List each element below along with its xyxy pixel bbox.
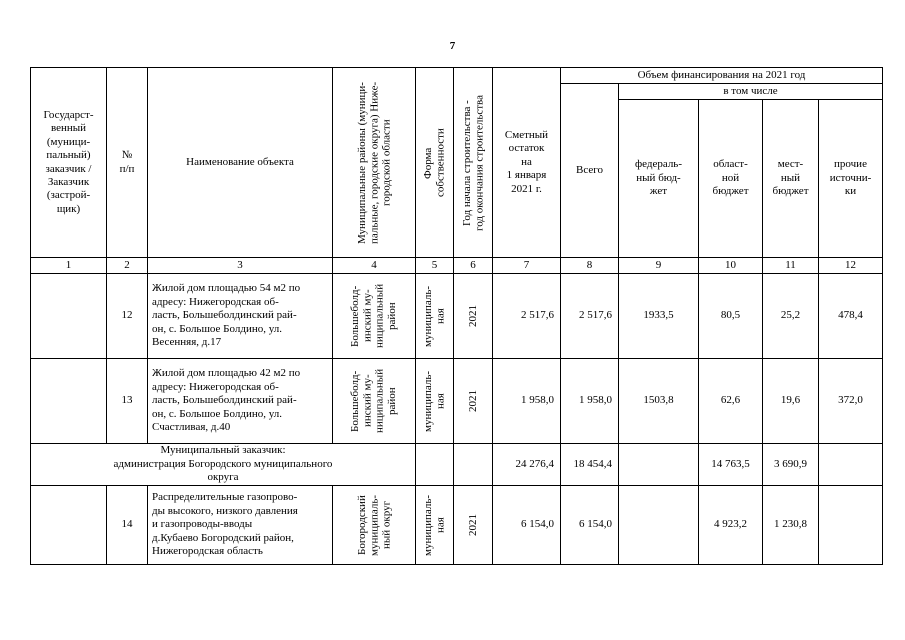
regional-value: 62,6 [699,359,763,444]
local-value: 19,6 [763,359,819,444]
total-value: 2 517,6 [561,274,619,359]
object-name: Распределительные газопрово- ды высокого, низкого давления и газопроводы-вводы д.Кубаево Богородский район, Нижегородская область [148,486,333,565]
customer-cell [31,359,107,444]
column-number: 3 [148,258,333,274]
header-districts-text: Муниципальные районы (муници- пальные, городские округа) Ниже- городской области [355,81,393,244]
federal-value: 1503,8 [619,359,699,444]
object-name: Жилой дом площадью 42 м2 по адресу: Нижегородская об- ласть, Большеболдинский рай- он, с. Большое Болдино, ул. Счастливая, д.40 [148,359,333,444]
header-local: мест- ный бюджет [763,100,819,258]
column-number: 10 [699,258,763,274]
ownership-text: муниципаль- ная [422,370,447,432]
ownership-cell [416,359,454,444]
empty-cell [619,444,699,486]
column-number: 8 [561,258,619,274]
row-number: 14 [107,486,148,565]
customer-title: Муниципальный заказчик: администрация Богородского муниципального округа [31,444,416,486]
column-number: 1 [31,258,107,274]
column-number: 2 [107,258,148,274]
local-value: 1 230,8 [763,486,819,565]
total-value: 1 958,0 [561,359,619,444]
header-object-name: Наименование объекта [148,68,333,258]
ownership-cell [416,486,454,565]
column-index-row [31,258,883,274]
column-number: 5 [416,258,454,274]
estimate-value: 1 958,0 [493,359,561,444]
years-cell [454,486,493,565]
estimate-value: 6 154,0 [493,486,561,565]
header-total: Всего [561,84,619,258]
customer-estimate: 24 276,4 [493,444,561,486]
empty-cell [819,444,883,486]
district-cell [333,274,416,359]
other-value: 372,0 [819,359,883,444]
customer-total: 18 454,4 [561,444,619,486]
district-cell [333,486,416,565]
header-federal: федераль- ный бюд- жет [619,100,699,258]
header-customer: Государст- венный (муници- пальный) заказчик / Заказчик (застрой- щик) [31,68,107,258]
funding-table [30,67,883,565]
column-number: 12 [819,258,883,274]
header-estimate: Сметный остаток на 1 января 2021 г. [493,68,561,258]
customer-subtotal-row [31,444,883,486]
table-row [31,359,883,444]
column-number: 4 [333,258,416,274]
header-regional: област- ной бюджет [699,100,763,258]
years-cell [454,359,493,444]
header-ownership [416,68,454,258]
column-number: 6 [454,258,493,274]
estimate-value: 2 517,6 [493,274,561,359]
header-funding-group: Объем финансирования на 2021 год [561,68,883,84]
years-text: 2021 [466,305,479,327]
other-value: 478,4 [819,274,883,359]
row-number: 12 [107,274,148,359]
ownership-cell [416,274,454,359]
empty-cell [454,444,493,486]
page-number: 7 [449,40,456,52]
total-value: 6 154,0 [561,486,619,565]
empty-cell [416,444,454,486]
customer-cell [31,486,107,565]
ownership-text: муниципаль- ная [422,494,447,556]
header-other: прочие источни- ки [819,100,883,258]
district-cell [333,359,416,444]
column-number: 11 [763,258,819,274]
district-text: Большеболд- инский му- ниципальный район [349,368,399,434]
years-text: 2021 [466,390,479,412]
header-years-text: Год начала строительства - год окончания строительства [460,94,485,231]
header-ownership-text: Форма собственности [422,128,447,197]
years-cell [454,274,493,359]
federal-value: 1933,5 [619,274,699,359]
header-num: № п/п [107,68,148,258]
column-number: 7 [493,258,561,274]
customer-cell [31,274,107,359]
other-value [819,486,883,565]
table-row [31,486,883,565]
district-text: Богородский муниципаль- ный округ [355,494,393,556]
header-districts [333,68,416,258]
district-text: Большеболд- инский му- ниципальный район [349,283,399,349]
column-number: 9 [619,258,699,274]
row-number: 13 [107,359,148,444]
header-including: в том числе [619,84,883,100]
years-text: 2021 [466,514,479,536]
customer-regional: 14 763,5 [699,444,763,486]
federal-value [619,486,699,565]
header-years [454,68,493,258]
regional-value: 80,5 [699,274,763,359]
ownership-text: муниципаль- ная [422,285,447,347]
regional-value: 4 923,2 [699,486,763,565]
object-name: Жилой дом площадью 54 м2 по адресу: Нижегородская об- ласть, Большеболдинский рай- он, с. Большое Болдино, ул. Весенняя, д.17 [148,274,333,359]
customer-local: 3 690,9 [763,444,819,486]
table-row [31,274,883,359]
local-value: 25,2 [763,274,819,359]
